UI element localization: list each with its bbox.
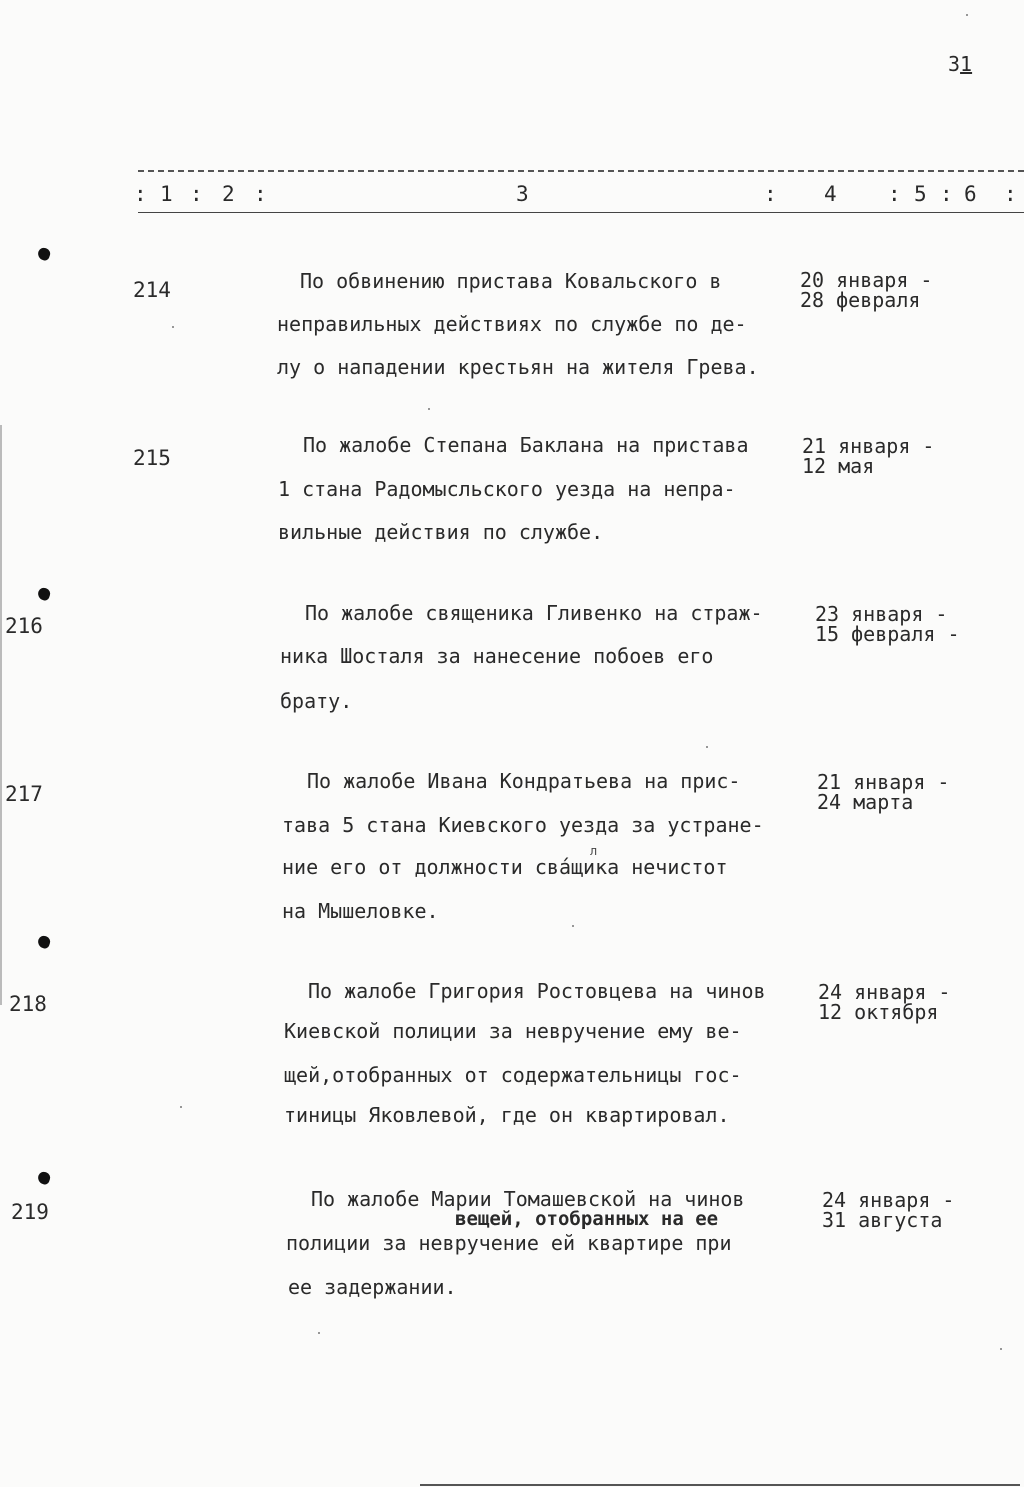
header-separator: : <box>134 182 147 206</box>
header-bottom-rule <box>138 212 1024 213</box>
entry-text-line: Киевской полиции за невручение ему ве- <box>284 1019 742 1043</box>
binder-hole <box>36 1170 51 1185</box>
scan-speck <box>572 925 574 927</box>
page-number: 31 <box>948 52 973 76</box>
header-top-rule <box>138 170 1024 172</box>
entry-text-line: брату. <box>280 689 353 713</box>
header-col-2: 2 <box>222 182 235 206</box>
entry-number: 218 <box>9 992 47 1016</box>
entry-text-line: тиницы Яковлевой, где он квартировал. <box>284 1103 730 1127</box>
binder-hole <box>36 934 51 949</box>
entry-text-line: По жалобе Ивана Кондратьева на прис- <box>307 769 741 793</box>
header-separator: : <box>254 182 267 206</box>
entry-text-line: на Мышеловке. <box>282 899 439 923</box>
entry-number: 219 <box>11 1200 49 1224</box>
header-separator: : <box>888 182 901 206</box>
entry-number: 217 <box>5 782 43 806</box>
entry-text-line: неправильных действиях по службе по де- <box>277 312 747 336</box>
scan-speck <box>1000 1348 1002 1350</box>
entry-text-line: щей,отобранных от содержательницы гос- <box>284 1063 742 1087</box>
entry-text-line: По жалобе Григория Ростовцева на чинов <box>308 979 766 1003</box>
header-separator: : <box>764 182 777 206</box>
scan-speck <box>706 746 708 748</box>
header-separator: : <box>940 182 953 206</box>
header-col-1: 1 <box>160 182 173 206</box>
entry-text-line: вильные действия по службе. <box>278 520 604 544</box>
handwritten-correction: л <box>590 844 598 858</box>
scan-speck <box>172 326 174 328</box>
entry-number: 215 <box>133 446 171 470</box>
date-end: 15 февраля - <box>815 622 960 646</box>
entry-text-line: полиции за невручение ей квартире при <box>286 1231 732 1255</box>
scan-speck <box>428 408 430 410</box>
bottom-rule <box>420 1484 1020 1486</box>
date-start: 24 января - <box>822 1188 955 1212</box>
entry-text-line: ника Шосталя за нанесение побоев его <box>280 644 714 668</box>
date-start: 20 января - <box>800 268 933 292</box>
handwritten-insertion: вещей, отобранных на ее <box>455 1208 719 1230</box>
binder-hole <box>36 586 51 601</box>
entry-text-line: По обвинению пристава Ковальского в <box>300 269 722 293</box>
date-end: 28 февраля <box>800 288 921 312</box>
scan-speck <box>966 14 968 16</box>
date-end: 31 августа <box>822 1208 943 1232</box>
date-start: 24 января - <box>818 980 951 1004</box>
entry-text-line: лу о нападении крестьян на жителя Грева. <box>277 355 759 379</box>
date-start: 21 января - <box>817 770 950 794</box>
date-end: 12 мая <box>802 454 875 478</box>
entry-text-line: По жалобе Марии Томашевской на чинов <box>311 1187 745 1211</box>
header-separator: : <box>190 182 203 206</box>
scan-edge <box>0 425 2 1005</box>
date-end: 12 октября <box>818 1000 939 1024</box>
entry-number: 214 <box>133 278 171 302</box>
header-col-5: 5 <box>914 182 927 206</box>
entry-text-line: ее задержании. <box>288 1275 457 1299</box>
binder-hole <box>36 246 51 261</box>
scan-speck <box>318 1332 320 1334</box>
scan-speck <box>180 1106 182 1108</box>
entry-text-line: 1 стана Радомысльского уезда на непра- <box>278 477 736 501</box>
date-start: 21 января - <box>802 434 935 458</box>
entry-text-line: ние его от должности свáщика нечистот <box>282 855 728 879</box>
header-separator: : <box>1004 182 1017 206</box>
header-col-4: 4 <box>824 182 837 206</box>
header-col-6: 6 <box>964 182 977 206</box>
header-col-3: 3 <box>516 182 529 206</box>
entry-text-line: По жалобе священика Гливенко на страж- <box>305 601 763 625</box>
date-start: 23 января - <box>815 602 948 626</box>
entry-text-line: По жалобе Степана Баклана на пристава <box>303 433 749 457</box>
entry-text-line: тава 5 стана Киевского уезда за устране- <box>282 813 764 837</box>
date-end: 24 марта <box>817 790 914 814</box>
entry-number: 216 <box>5 614 43 638</box>
